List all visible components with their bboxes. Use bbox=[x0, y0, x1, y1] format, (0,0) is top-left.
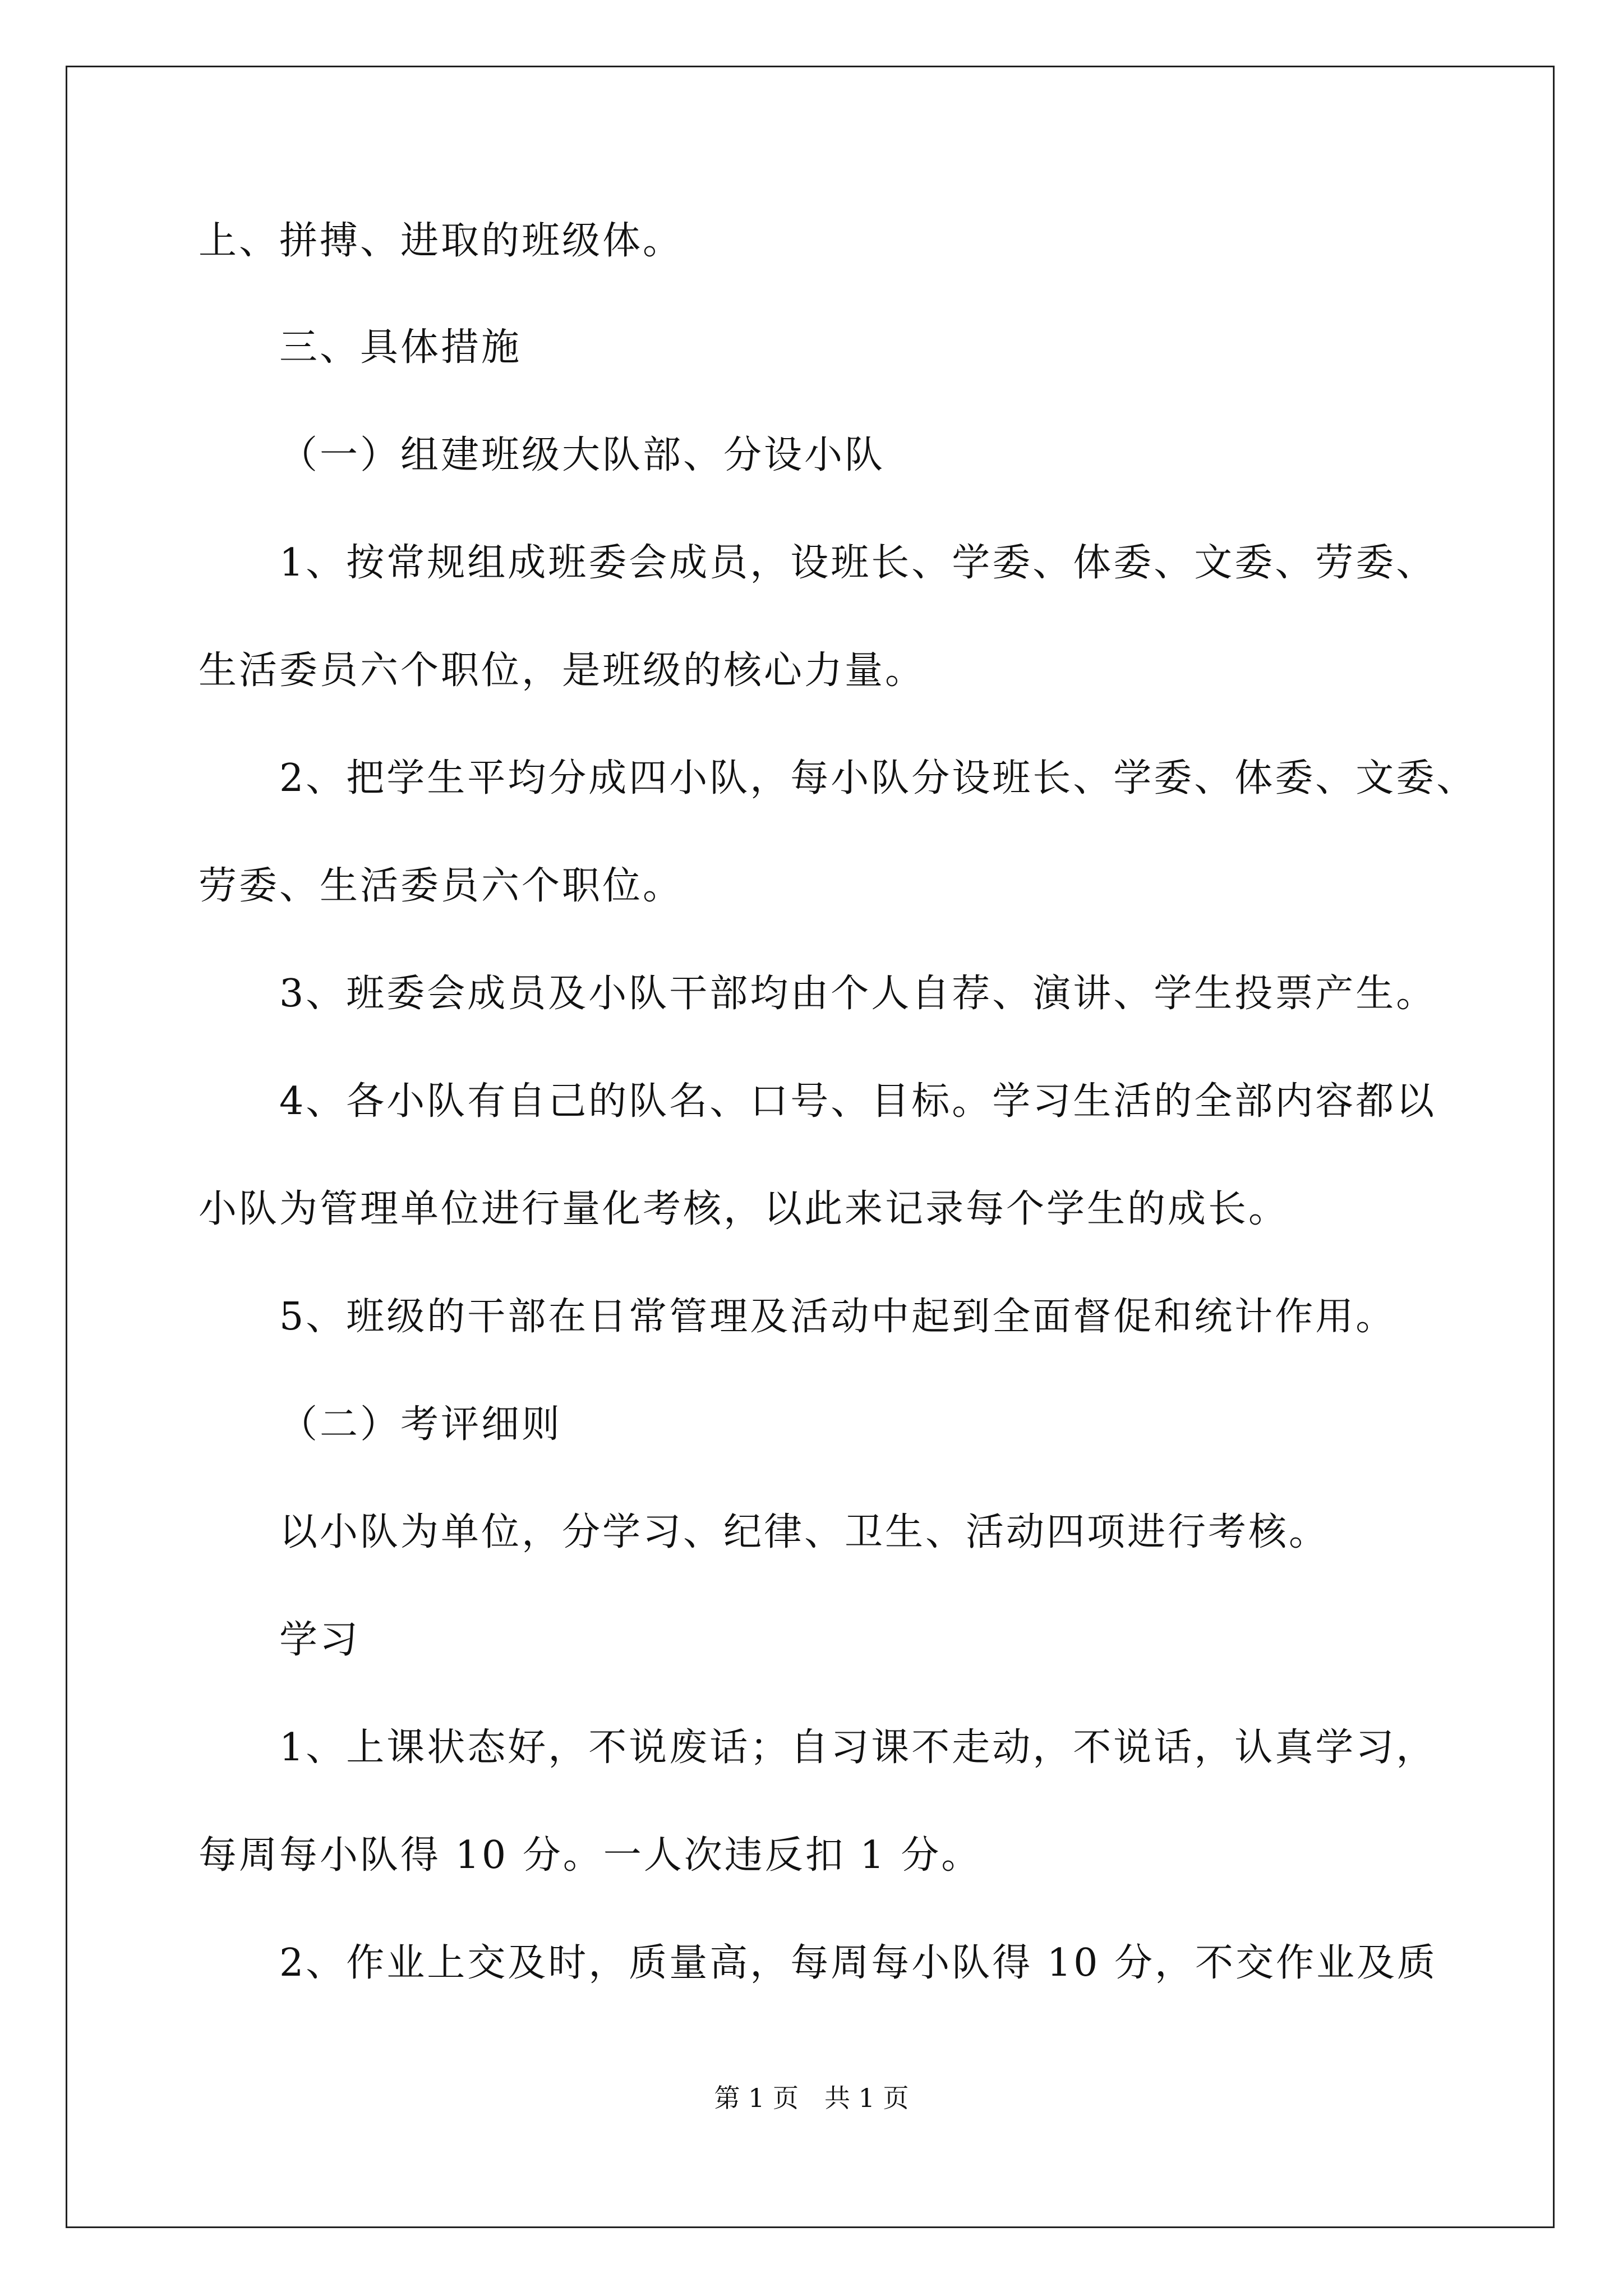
page-footer: 第 1 页 共 1 页 bbox=[714, 2083, 909, 2113]
text-line: 5、班级的干部在日常管理及活动中起到全面督促和统计作用。 bbox=[279, 1295, 1396, 1339]
subsection-heading: （二）考评细则 bbox=[279, 1402, 562, 1447]
text-line: 劳委、生活委员六个职位。 bbox=[199, 864, 684, 908]
page-border bbox=[66, 66, 1555, 2228]
text-line: 小队为管理单位进行量化考核，以此来记录每个学生的成长。 bbox=[199, 1187, 1289, 1231]
text-line: 生活委员六个职位，是班级的核心力量。 bbox=[199, 648, 926, 693]
category-heading: 学习 bbox=[279, 1618, 361, 1662]
text-line: 上、拼搏、进取的班级体。 bbox=[199, 219, 684, 263]
text-line: 4、各小队有自己的队名、口号、目标。学习生活的全部内容都以 bbox=[279, 1079, 1437, 1124]
text-line: 以小队为单位，分学习、纪律、卫生、活动四项进行考核。 bbox=[279, 1510, 1330, 1554]
text-line: 每周每小队得 10 分。一人次违反扣 1 分。 bbox=[199, 1833, 982, 1878]
subsection-heading: （一）组建班级大队部、分设小队 bbox=[279, 433, 886, 477]
text-line: 2、作业上交及时，质量高，每周每小队得 10 分，不交作业及质 bbox=[279, 1941, 1438, 1985]
text-line: 1、按常规组成班委会成员，设班长、学委、体委、文委、劳委、 bbox=[279, 541, 1437, 585]
text-line: 1、上课状态好，不说废话；自习课不走动，不说话，认真学习， bbox=[279, 1726, 1437, 1770]
text-line: 3、班委会成员及小队干部均由个人自荐、演讲、学生投票产生。 bbox=[279, 972, 1437, 1016]
text-line: 2、把学生平均分成四小队，每小队分设班长、学委、体委、文委、 bbox=[279, 756, 1477, 800]
section-heading: 三、具体措施 bbox=[279, 325, 522, 370]
